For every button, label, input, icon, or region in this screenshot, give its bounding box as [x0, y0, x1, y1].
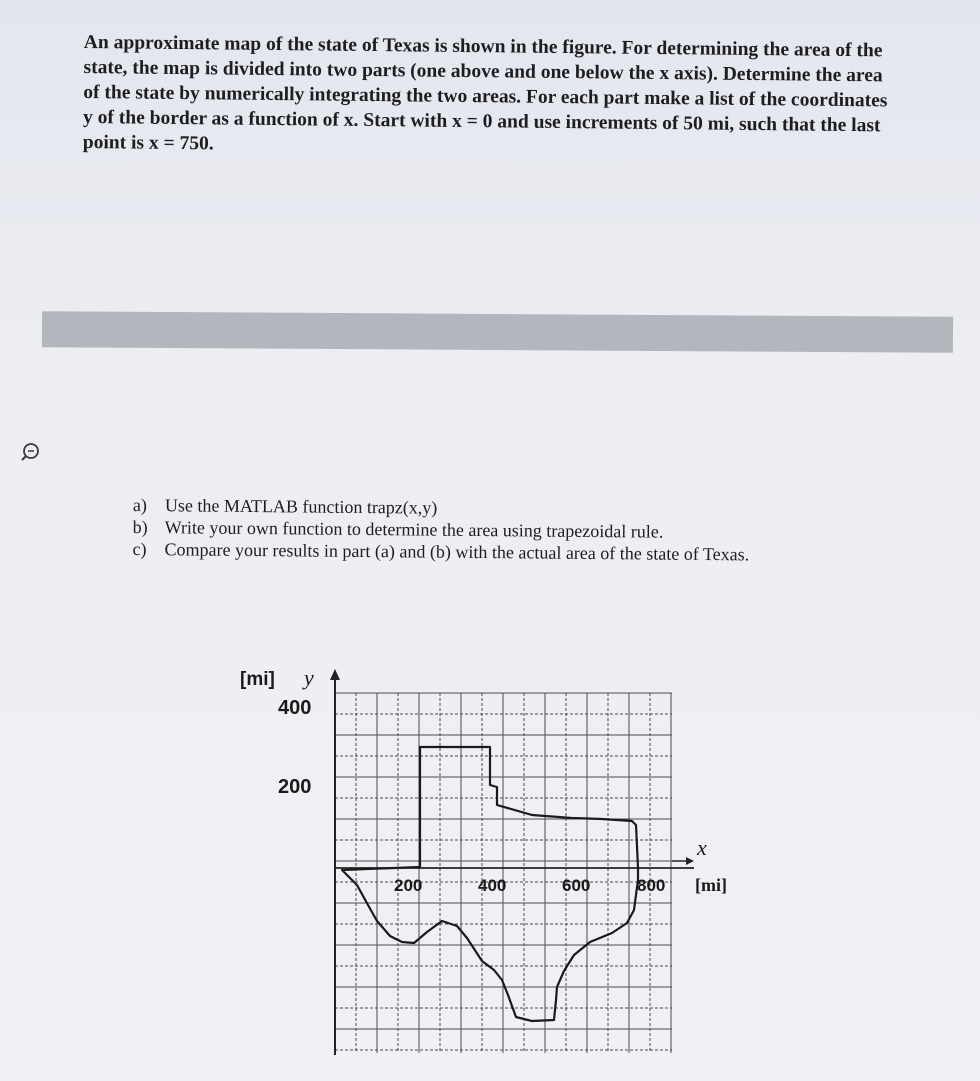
- question-parts: [132, 494, 873, 566]
- problem-line: point is x = 750.: [82, 131, 214, 155]
- image-placeholder-bar: [42, 311, 953, 353]
- part-letter: b): [132, 516, 148, 538]
- problem-line: An approximate map of the state of Texas is shown in the figure. For determining the area of the: [83, 31, 883, 62]
- x-tick-label: 600: [562, 876, 591, 895]
- problem-statement: [83, 30, 934, 164]
- y-tick-label: 400: [278, 697, 312, 719]
- x-axis-symbol: x: [697, 835, 707, 860]
- y-axis-arrow: [330, 669, 340, 680]
- problem-line: y of the border as a function of x. Start with x = 0 and use increments of 50 mi, such that the last: [82, 106, 881, 137]
- part-text: Compare your results in part (a) and (b) with the actual area of the state of Texas.: [164, 539, 750, 565]
- grid: [335, 693, 672, 1053]
- texas-map-svg: [232, 655, 762, 1065]
- x-tick-label: 400: [478, 876, 507, 895]
- y-unit-label: [mi]: [240, 669, 275, 690]
- problem-line: of the state by numerically integrating the two areas. For each part make a list of the coordinates: [83, 81, 888, 112]
- x-tick-label: 200: [394, 876, 423, 895]
- y-axis-symbol: y: [304, 665, 314, 690]
- x-axis-arrowhead: [686, 857, 694, 865]
- part-text: Use the MATLAB function trapz(x,y): [164, 495, 438, 518]
- part-letter: c): [132, 538, 147, 560]
- part-text: Write your own function to determine the area using trapezoidal rule.: [164, 517, 664, 542]
- x-tick-label: 800: [637, 876, 666, 895]
- x-unit-label: [mi]: [695, 875, 727, 895]
- texas-map-figure: [232, 655, 762, 1065]
- y-tick-label: 200: [278, 776, 312, 798]
- zoom-icon[interactable]: [20, 440, 46, 466]
- problem-line: state, the map is divided into two parts (one above and one below the x axis). Determine the area: [83, 56, 883, 87]
- part-letter: a): [132, 494, 147, 516]
